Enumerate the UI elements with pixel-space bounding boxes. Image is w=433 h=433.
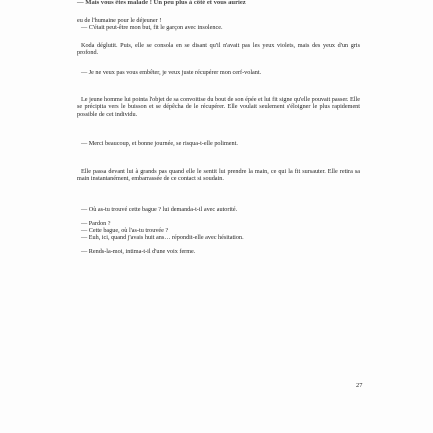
- paragraph-2: — C'était peut-être mon but, fit le garçon avec insolence.: [81, 24, 223, 31]
- cropped-top-line-container: [0, 0, 433, 18]
- paragraph-1: eu de l'humaine pour le déjeuner !: [77, 17, 162, 24]
- paragraph-11: — Euh, ici, quand j'avais huit ans… répondit-elle avec hésitation.: [81, 234, 244, 241]
- paragraph-4: — Je ne veux pas vous embêter, je veux juste récupérer mon cerf-volant.: [81, 69, 262, 76]
- paragraph-9: — Pardon ?: [81, 220, 111, 227]
- paragraph-7: Elle passa devant lui à grands pas quand elle le sentit lui prendre la main, ce qui la fit sursauter. Elle retira sa main instantanément, embarrassée de ce contact si soudain.: [77, 168, 360, 183]
- paragraph-3: Koda déglutit. Puis, elle se consola en se disant qu'il n'avait pas les yeux violets, mais des yeux d'un gris profond.: [77, 42, 360, 57]
- page-number: 27: [356, 382, 363, 389]
- paragraph-6: — Merci beaucoup, et bonne journée, se risqua-t-elle poliment.: [81, 140, 238, 147]
- paragraph-8: — Où as-tu trouvé cette bague ? lui demanda-t-il avec autorité.: [81, 206, 238, 213]
- partial-top-line: — Mais vous êtes malade ! Un peu plus à côté et vous auriez: [77, 0, 246, 6]
- paragraph-5: Le jeune homme lui pointa l'objet de sa convoitise du bout de son épée et lui fit signe qu'elle pouvait passer. Elle se précipita vers le buisson et se dépêcha de le récupérer. Elle voulait seulement s'éloigner le plus rapidement possible de cet individu.: [77, 96, 360, 118]
- paragraph-12: — Rends-la-moi, intima-t-il d'une voix ferme.: [81, 248, 196, 255]
- paragraph-10: — Cette bague, où l'as-tu trouvée ?: [81, 227, 169, 234]
